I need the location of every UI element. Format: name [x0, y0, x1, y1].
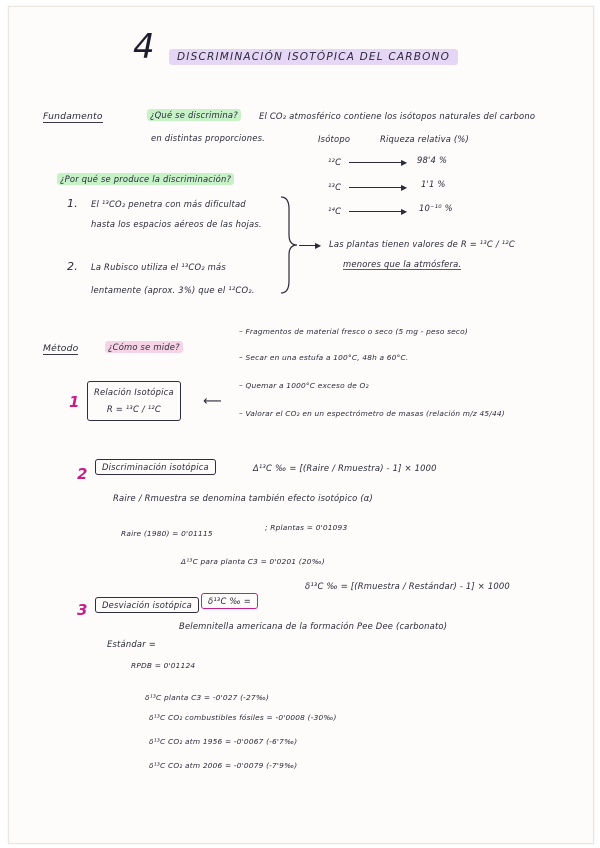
item1-title: Relación Isotópica [94, 387, 174, 397]
notebook-page [8, 6, 594, 844]
item2-formula: Δ¹³C ‰ = [(Raire / Rmuestra) - 1] × 1000 [253, 463, 437, 473]
porque-question: ¿Por qué se produce la discriminación? [57, 173, 234, 185]
fundamento-label: Fundamento [43, 111, 103, 122]
fundamento-question: ¿Qué se discrimina? [147, 109, 241, 121]
isotope-12c: ¹²C [328, 157, 342, 167]
method-step-3: – Quemar a 1000°C exceso de O₂ [239, 381, 369, 390]
item2-raire: Raire (1980) = 0'01115 [121, 529, 213, 538]
item1-number: 1 [69, 393, 80, 411]
isotope-14c: ¹⁴C [328, 206, 342, 216]
method-step-4: – Valorar el CO₂ en un espectrómetro de masas (relación m/z 45/44) [239, 409, 505, 418]
metodo-question: ¿Cómo se mide? [105, 341, 183, 353]
table-header-isotopo: Isótopo [318, 134, 351, 144]
arrow-head-icon: ▶ [401, 183, 408, 192]
point2-line2: lentamente (aprox. 3%) que el ¹²CO₂. [91, 285, 255, 295]
item1-formula: R = ¹³C / ¹²C [106, 404, 161, 414]
point2-line1: La Rubisco utiliza el ¹³CO₂ más [91, 262, 226, 272]
method-step-2: – Secar en una estufa a 100°C, 48h a 60°C. [239, 353, 409, 362]
delta-planta-c3: δ¹³C planta C3 = -0'027 (-27‰) [145, 693, 270, 702]
item2-delta: Δ¹³C para planta C3 = 0'0201 (20‰) [181, 557, 325, 566]
conclusion-line1: Las plantas tienen valores de R = ¹³C / ¹²C [329, 239, 515, 249]
delta-combustibles: δ¹³C CO₂ combustibles fósiles = -0'0008 (-30‰) [149, 713, 337, 722]
section-number: 4 [133, 27, 155, 67]
delta-atm-2006: δ¹³C CO₂ atm 2006 = -0'0079 (-7'9‰) [149, 761, 298, 770]
isotope-13c-value: 1'1 % [421, 179, 446, 189]
page-title: DISCRIMINACIÓN ISOTÓPICA DEL CARBONO [169, 49, 458, 65]
item2-rplantas: ; Rplantas = 0'01093 [265, 523, 348, 532]
isotope-13c: ¹³C [328, 182, 342, 192]
estandar-text: Belemnitella americana de la formación Pee Dee (carbonato) [179, 621, 448, 631]
item3-formula: δ¹³C ‰ = [(Rmuestra / Restándar) - 1] × 1000 [305, 581, 510, 591]
point1-number: 1. [67, 197, 78, 210]
arrow-head-icon: ▶ [401, 207, 408, 216]
fundamento-line1: El CO₂ atmosférico contiene los isótopos naturales del carbono [259, 111, 536, 121]
fundamento-line2: en distintas proporciones. [151, 133, 265, 143]
arrow-line [349, 211, 405, 212]
table-header-riqueza: Riqueza relativa (%) [380, 134, 470, 144]
method-step-1: – Fragmentos de material fresco o seco (5 mg - peso seco) [239, 327, 468, 336]
arrow-left-icon: ⟵ [203, 394, 222, 409]
isotope-14c-value: 10⁻¹⁰ % [419, 203, 453, 213]
isotope-12c-value: 98'4 % [417, 155, 448, 165]
conclusion-line2: menores que la atmósfera. [343, 259, 462, 269]
item2-title: Discriminación isotópica [95, 459, 216, 475]
item3-number: 3 [77, 601, 88, 619]
item3-title: Desviación isotópica [95, 597, 199, 613]
arrow-line [349, 187, 405, 188]
relacion-isotopica-box [87, 381, 181, 421]
arrow-head-icon: ▶ [401, 158, 408, 167]
point2-number: 2. [67, 260, 78, 273]
item2-number: 2 [77, 465, 88, 483]
estandar-label: Estándar = [107, 639, 156, 649]
delta-atm-1956: δ¹³C CO₂ atm 1956 = -0'0067 (-6'7‰) [149, 737, 298, 746]
rpdb-value: RPDB = 0'01124 [131, 661, 196, 670]
arrow-line [349, 162, 405, 163]
item3-formula-lhs: δ¹³C ‰ = [201, 593, 258, 609]
item2-note: Raire / Rmuestra se denomina también efecto isotópico (α) [113, 493, 373, 503]
arrow-head-icon: ▶ [315, 241, 322, 250]
metodo-label: Método [43, 343, 79, 354]
point1-line1: El ¹³CO₂ penetra con más dificultad [91, 199, 246, 209]
point1-line2: hasta los espacios aéreos de las hojas. [91, 219, 262, 229]
